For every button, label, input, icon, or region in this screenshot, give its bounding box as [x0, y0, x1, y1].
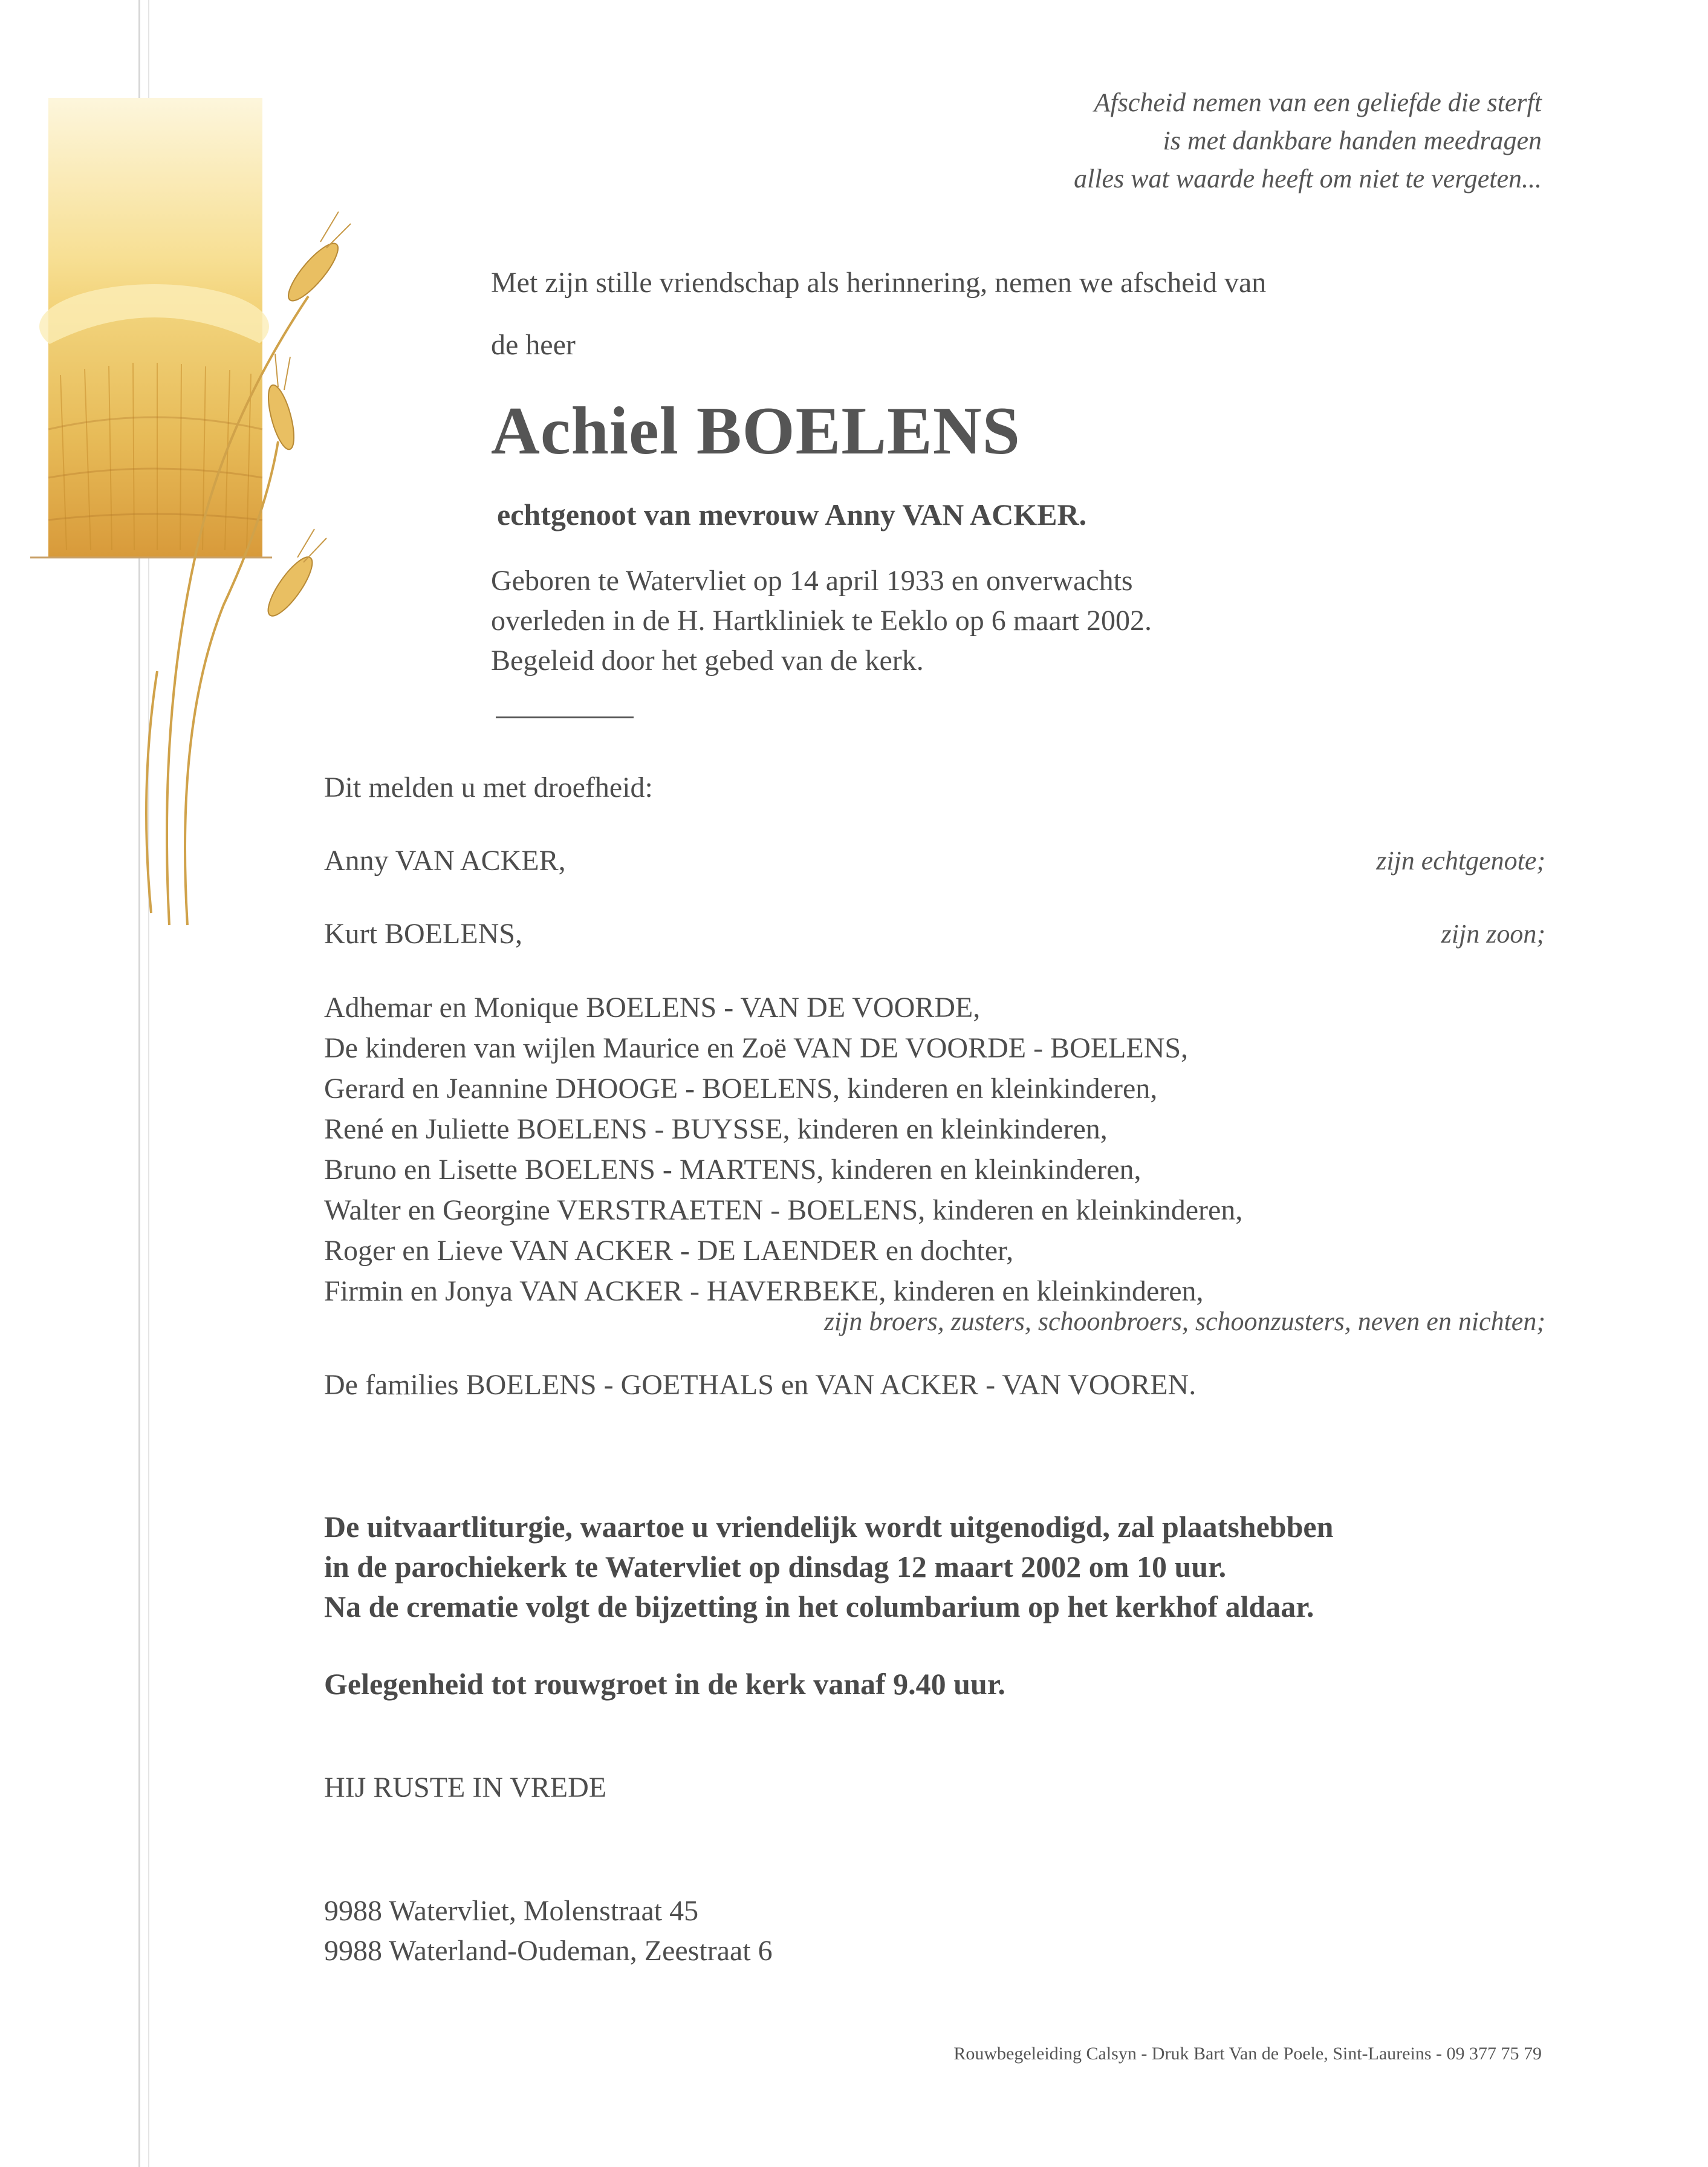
poem-line: alles wat waarde heeft om niet te vergeten...	[1074, 164, 1542, 193]
printer-credit: Rouwbegeleiding Calsyn - Druk Bart Van de Poele, Sint-Laureins - 09 377 75 79	[953, 2044, 1542, 2064]
relative-row	[324, 841, 1545, 881]
honorific: de heer	[491, 329, 576, 361]
family-line: Roger en Lieve VAN ACKER - DE LAENDER en dochter,	[324, 1235, 1014, 1267]
poem	[786, 83, 1542, 198]
ceremony-line: De uitvaartliturgie, waartoe u vriendelijk wordt uitgenodigd, zal plaatshebben	[324, 1510, 1334, 1544]
ceremony-details	[324, 1507, 1333, 1626]
biography	[491, 561, 1152, 681]
spouse-line: echtgenoot van mevrouw Anny VAN ACKER.	[497, 498, 1087, 531]
intro-text: Met zijn stille vriendschap als herinnering, nemen we afscheid van	[491, 267, 1267, 299]
bio-line: Begeleid door het gebed van de kerk.	[491, 645, 924, 677]
extended-families: De families BOELENS - GOETHALS en VAN ACKER - VAN VOOREN.	[324, 1369, 1197, 1401]
deceased-name: Achiel BOELENS	[491, 394, 1021, 469]
condolence-note: Gelegenheid tot rouwgroet in de kerk vanaf 9.40 uur.	[324, 1667, 1005, 1701]
poem-line: Afscheid nemen van een geliefde die sterft	[1094, 88, 1542, 117]
field-panel	[30, 98, 272, 557]
family-line: De kinderen van wijlen Maurice en Zoë VAN DE VOORDE - BOELENS,	[324, 1032, 1189, 1064]
relative-row	[324, 914, 1545, 954]
address-line: 9988 Waterland-Oudeman, Zeestraat 6	[324, 1935, 773, 1967]
poem-line: is met dankbare handen meedragen	[1163, 126, 1542, 155]
ceremony-line: Na de crematie volgt de bijzetting in het columbarium op het kerkhof aldaar.	[324, 1590, 1314, 1623]
ceremony-line: in de parochiekerk te Watervliet op dinsdag 12 maart 2002 om 10 uur.	[324, 1550, 1227, 1584]
relative-name: Anny VAN ACKER,	[324, 845, 566, 877]
relative-name: Kurt BOELENS,	[324, 918, 522, 950]
wheat-field-illustration	[24, 91, 363, 937]
announcement: Dit melden u met droefheid:	[324, 772, 653, 804]
address-line: 9988 Watervliet, Molenstraat 45	[324, 1895, 699, 1927]
family-line: Adhemar en Monique BOELENS - VAN DE VOORDE,	[324, 992, 981, 1024]
wheat-ears	[261, 237, 345, 621]
family-line: René en Juliette BOELENS - BUYSSE, kinderen en kleinkinderen,	[324, 1113, 1108, 1145]
relative-role: zijn echtgenote;	[1376, 846, 1545, 876]
bio-line: overleden in de H. Hartkliniek te Eeklo op 6 maart 2002.	[491, 605, 1152, 637]
separator-line	[496, 716, 634, 718]
rest-in-peace: HIJ RUSTE IN VREDE	[324, 1772, 607, 1804]
family-line: Bruno en Lisette BOELENS - MARTENS, kinderen en kleinkinderen,	[324, 1154, 1141, 1186]
family-line: Firmin en Jonya VAN ACKER - HAVERBEKE, kinderen en kleinkinderen,	[324, 1275, 1204, 1307]
family-line: Gerard en Jeannine DHOOGE - BOELENS, kinderen en kleinkinderen,	[324, 1073, 1158, 1105]
relative-role: zijn zoon;	[1441, 919, 1545, 949]
bio-line: Geboren te Watervliet op 14 april 1933 en onverwachts	[491, 565, 1133, 597]
family-line: Walter en Georgine VERSTRAETEN - BOELENS, kinderen en kleinkinderen,	[324, 1194, 1243, 1226]
family-list	[324, 987, 1242, 1311]
family-role: zijn broers, zusters, schoonbroers, schoonzusters, neven en nichten;	[823, 1307, 1545, 1336]
addresses	[324, 1891, 773, 1971]
